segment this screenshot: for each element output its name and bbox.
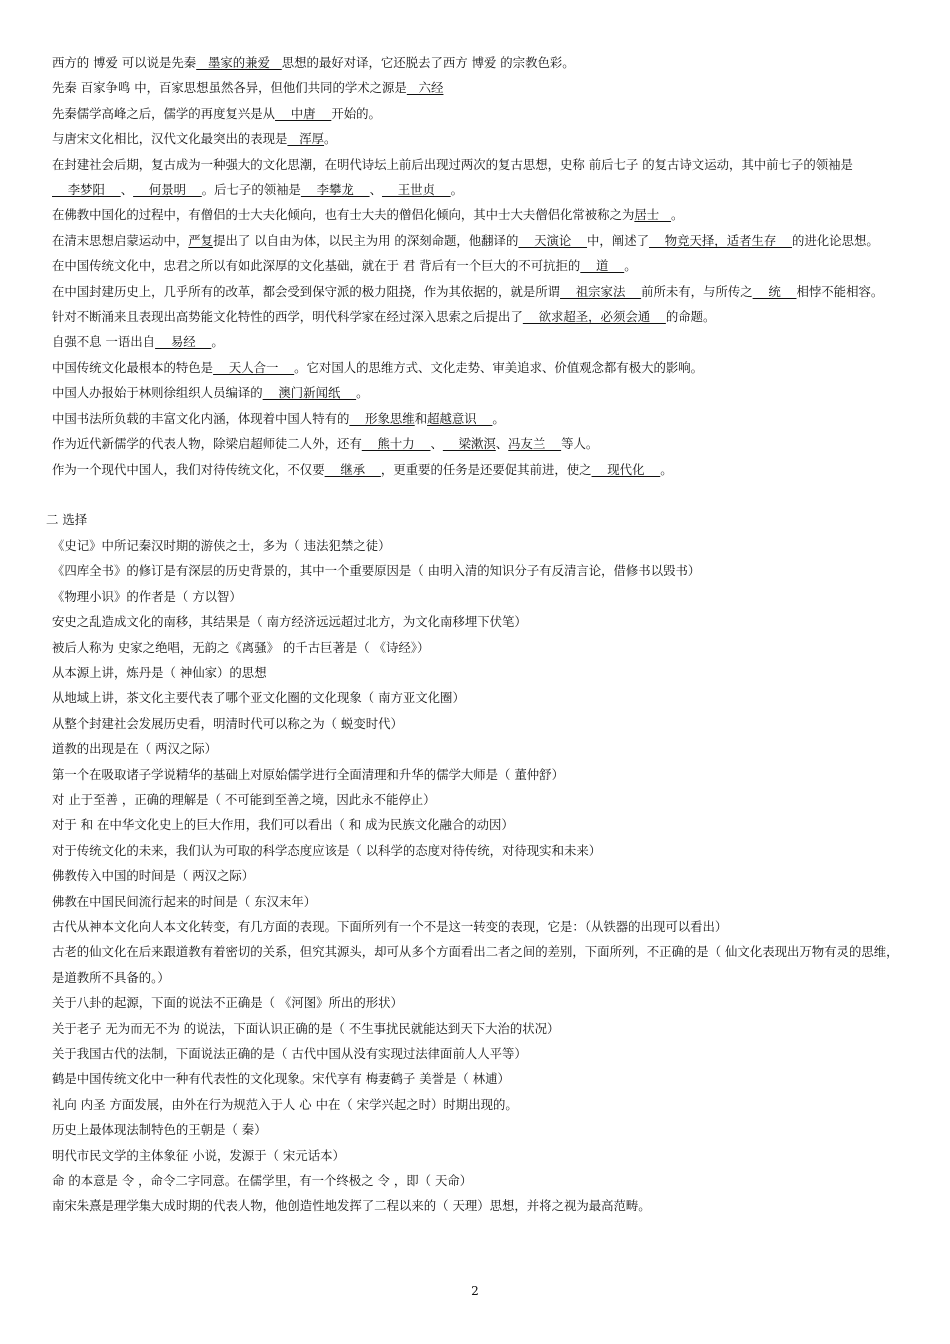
choice-item: 安史之乱造成文化的南移，其结果是（ 南方经济远远超过北方，为文化南移埋下伏笔） (52, 614, 527, 630)
fill-text: 。 (624, 258, 637, 274)
choice-item: 对于传统文化的未来，我们认为可取的科学态度应该是（ 以科学的态度对待传统，对待现实和未来） (52, 842, 602, 858)
choice-item: 从整个封建社会发展历史看，明清时代可以称之为（ 蜕变时代） (52, 715, 403, 731)
choice-item: 被后人称为 史家之绝唱，无韵之《离骚》 的千古巨著是（ 《诗经》） (52, 639, 430, 655)
fill-text: 。 (211, 334, 224, 350)
fill-answer: 澳门新闻纸 (262, 385, 357, 401)
fill-answer: 浑厚 (287, 131, 325, 147)
choice-item: 对于 和 在中华文化史上的巨大作用，我们可以看出（ 和 成为民族文化融合的动因） (52, 817, 514, 833)
fill-item (46, 380, 908, 405)
choice-item: 古老的仙文化在后来跟道教有着密切的关系，但究其源头，却可从多个方面看出二者之间的差别，下面所列，不正确的是（ 仙文化表现出万物有灵的思维，是道教所不具备的。） (52, 944, 899, 985)
fill-answer: 王世贞 (381, 182, 451, 198)
fill-text: 等人。 (561, 436, 599, 452)
fill-answer: 祖宗家法 (560, 283, 642, 299)
fill-text: 的进化论思想。 (792, 232, 879, 248)
fill-item (46, 355, 908, 380)
fill-answer: 欲求超圣，必须会通 (522, 309, 666, 325)
fill-text: 作为一个现代中国人，我们对待传统文化，不仅要 (52, 461, 325, 477)
fill-item (46, 101, 908, 126)
choice-item: 从本源上讲，炼丹是（ 神仙家）的思想 (52, 664, 267, 680)
choice-item: 古代从神本文化向人本文化转变，有几方面的表现。下面所列有一个不是这一转变的表现，它是：（从铁器的出现可以看出） (52, 919, 728, 934)
fill-text: 自强不息 一语出自 (52, 334, 156, 350)
fill-item (46, 431, 908, 456)
fill-text: 。 (356, 385, 369, 401)
fill-item (46, 406, 908, 431)
fill-text: 的命题。 (665, 309, 716, 325)
fill-text: 。 (660, 461, 673, 477)
choice-item: 南宋朱熹是理学集大成时期的代表人物，他创造性地发挥了二程以来的（ 天理）思想，并将之视为最高范畴。 (52, 1198, 651, 1214)
fill-answer: 冯友兰 (508, 436, 562, 452)
fill-item (46, 304, 908, 329)
section-gap (46, 482, 908, 507)
fill-item (46, 279, 908, 304)
fill-answer: 物竞天择，适者生存 (648, 232, 793, 248)
fill-text: 中国书法所负载的丰富文化内涵，体现着中国人特有的 (52, 410, 350, 426)
fill-answer: 易经 (155, 334, 212, 350)
fill-item (46, 75, 908, 100)
choice-item: 历史上最体现法制特色的王朝是（ 秦） (52, 1122, 267, 1138)
choice-item: 《四库全书》的修订是有深层的历史背景的，其中一个重要原因是（ 由明入清的知识分子有反清言论，借修书以毁书） (52, 563, 701, 579)
fill-answer: 熊十力 (361, 436, 431, 452)
fill-item (46, 228, 908, 253)
section-title: 二 选择 (46, 511, 88, 527)
fill-answer: 继承 (324, 461, 381, 477)
choice-item: 《物理小识》的作者是（ 方以智） (52, 588, 242, 604)
fill-text: 、 (495, 436, 509, 452)
fill-text: 。 (492, 410, 505, 426)
fill-answer: 现代化 (591, 461, 661, 477)
fill-text: 。 (324, 131, 337, 147)
fill-text: 、 (369, 182, 382, 198)
fill-answer: 超越意识 (427, 410, 493, 426)
fill-text: 和 (414, 410, 428, 426)
choice-item: 对 止于至善 ，正确的理解是（ 不可能到至善之境，因此永不能停止） (52, 791, 436, 807)
fill-answer: 梁漱溟 (442, 436, 496, 452)
fill-item (46, 152, 908, 203)
fill-answer: 居士 (634, 207, 671, 223)
choice-item: 明代市民文学的主体象征 小说，发源于（ 宋元话本） (52, 1147, 345, 1163)
choice-item: 关于老子 无为而无不为 的说法，下面认识正确的是（ 不生事扰民就能达到天下大治的状况） (52, 1020, 560, 1036)
fill-text: 西方的 博爱 可以说是先秦 (52, 55, 197, 70)
fill-answer: 何景明 (133, 182, 202, 198)
fill-answer: 严复 (188, 232, 214, 248)
fill-text: 在中国传统文化中，忠君之所以有如此深厚的文化基础，就在于 君 背后有一个巨大的不可抗拒的 (52, 258, 581, 274)
fill-text: 、 (430, 436, 443, 452)
fill-item (46, 50, 908, 75)
fill-text: 与唐宋文化相比，汉代文化最突出的表现是 (52, 131, 288, 147)
fill-answer: 李攀龙 (300, 182, 370, 198)
fill-item (46, 253, 908, 278)
choice-item: 从地域上讲，茶文化主要代表了哪个亚文化圈的文化现象（ 南方亚文化圈） (52, 690, 465, 706)
fill-text: 先秦 百家争鸣 中，百家思想虽然各异，但他们共同的学术之源是 (52, 80, 407, 96)
fill-text: 中，阐述了 (587, 232, 649, 248)
fill-text: 。后七子的领袖是 (201, 182, 301, 198)
choice-item: 佛教传入中国的时间是（ 两汉之际） (52, 868, 255, 884)
fill-answer: 天演论 (518, 232, 588, 248)
fill-text: 针对不断涌来且表现出高势能文化特性的西学，明代科学家在经过深入思索之后提出了 (52, 309, 523, 325)
fill-text: 在清末思想启蒙运动中， (52, 232, 189, 248)
fill-text: 中国人办报始于林则徐组织人员编译的 (52, 385, 263, 401)
choice-item: 《史记》中所记秦汉时期的游侠之士，多为（ 违法犯禁之徒） (52, 537, 391, 553)
fill-item (46, 126, 908, 151)
page-number: 2 (471, 1284, 479, 1298)
fill-text: 思想的最好对译，它还脱去了西方 博爱 的宗教色彩。 (281, 55, 575, 70)
choice-item: 关于八卦的起源，下面的说法不正确是（ 《河图》所出的形状） (52, 995, 403, 1011)
fill-text: 在佛教中国化的过程中，有僧侣的士大夫化倾向，也有士大夫的僧侣化倾向，其中士大夫僧侣化常被称之为 (52, 207, 635, 223)
fill-text: 作为近代新儒学的代表人物，除梁启超师徒二人外，还有 (52, 436, 362, 452)
fill-answer: 统 (752, 283, 797, 299)
choice-item: 鹤是中国传统文化中一种有代表性的文化现象。宋代享有 梅妻鹤子 美誉是（ 林逋） (52, 1071, 510, 1087)
choice-item: 第一个在吸取诸子学说精华的基础上对原始儒学进行全面清理和升华的儒学大师是（ 董仲舒） (52, 766, 564, 782)
fill-text: 。 (450, 182, 464, 198)
fill-in-section (46, 50, 908, 482)
fill-answer: 墨家的兼爱 (196, 55, 282, 70)
fill-answer: 形象思维 (349, 410, 415, 426)
choice-item: 礼向 内圣 方面发展，由外在行为规范入于人 心 中在（ 宋学兴起之时）时期出现的。 (52, 1096, 518, 1112)
fill-text: 、 (120, 182, 134, 198)
fill-text: ，更重要的任务是还要促其前进，使之 (380, 461, 592, 477)
fill-text: 在封建社会后期，复古成为一种强大的文化思潮，在明代诗坛上前后出现过两次的复古思想，史称 前后七子 的复古诗文运动，其中前七子的领袖是 (52, 156, 853, 172)
fill-text: 先秦儒学高峰之后，儒学的再度复兴是从 (52, 105, 276, 121)
fill-text: 在中国封建历史上，几乎所有的改革，都会受到保守派的极力阻挠，作为其依据的，就是所谓 (52, 283, 561, 299)
choice-item: 佛教在中国民间流行起来的时间是（ 东汉末年） (52, 893, 317, 909)
fill-answer: 六经 (406, 80, 444, 96)
fill-answer: 中唐 (275, 105, 332, 121)
fill-text: 相悖不能相容。 (796, 283, 884, 299)
fill-text: 中国传统文化最根本的特色是 (52, 359, 214, 375)
choice-item: 关于我国古代的法制，下面说法正确的是（ 古代中国从没有实现过法律面前人人平等） (52, 1046, 527, 1062)
fill-answer: 天人合一 (213, 359, 295, 375)
document-page (46, 50, 908, 1219)
fill-text: 开始的。 (331, 105, 381, 121)
fill-item (46, 202, 908, 227)
fill-text: 。它对国人的思维方式、文化走势、审美追求、价值观念都有极大的影响。 (294, 359, 704, 375)
choice-item: 道教的出现是在（ 两汉之际） (52, 741, 218, 757)
fill-text: 。 (670, 207, 684, 223)
choice-item: 命 的本意是 令 ，命令二字同意。在儒学里，有一个终极之 令 ，即（ 天命） (52, 1173, 473, 1189)
fill-item (46, 457, 908, 482)
fill-text: 前所未有，与所传之 (641, 283, 753, 299)
fill-answer: 道 (580, 258, 625, 274)
fill-item (46, 329, 908, 354)
fill-text: 提出了 以自由为体，以民主为用 的深刻命题，他翻译的 (213, 232, 519, 248)
choice-section (46, 533, 908, 1219)
fill-answer: 李梦阳 (52, 182, 121, 198)
